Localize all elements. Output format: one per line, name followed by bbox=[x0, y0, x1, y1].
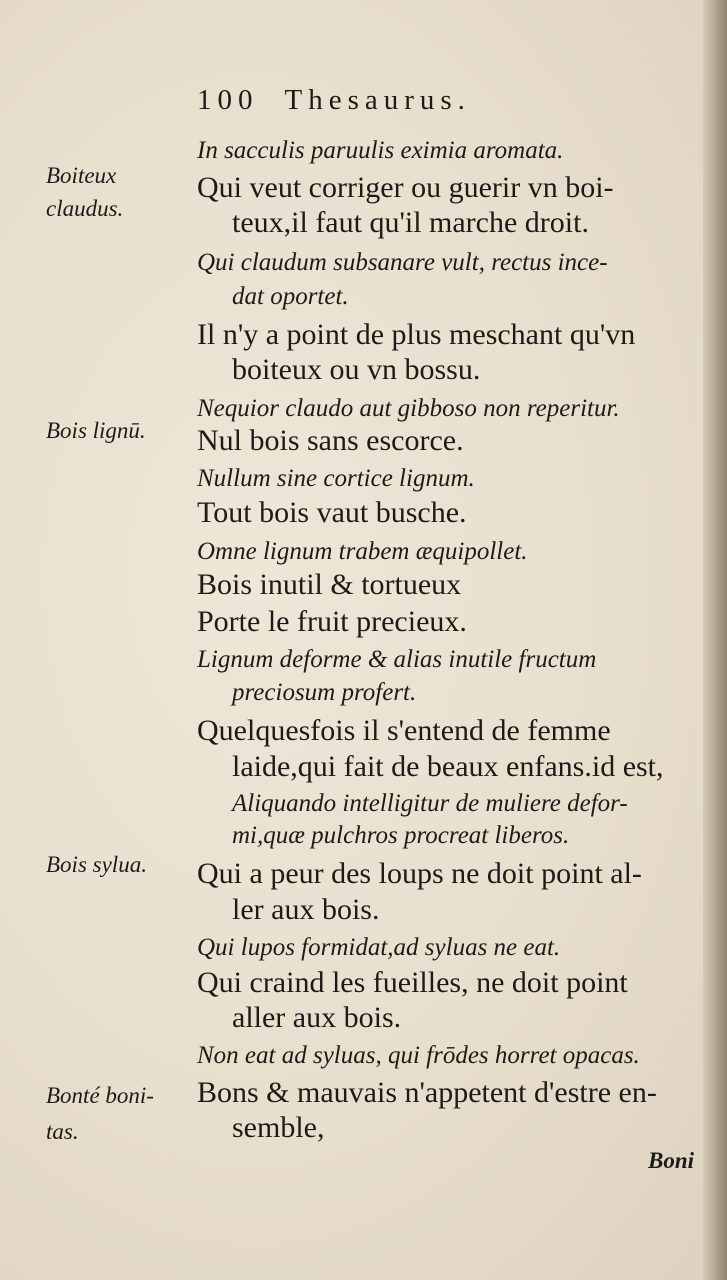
catchword: Boni bbox=[648, 1148, 695, 1173]
text-line: teux,il faut qu'il marche droit. bbox=[232, 206, 589, 239]
text-line: Nequior claudo aut gibboso non reperitur. bbox=[197, 395, 620, 422]
margin-note-boiteux: Boiteux bbox=[46, 163, 117, 188]
text-line: Quelquesfois il s'entend de femme bbox=[197, 714, 611, 747]
text-line: Bons & mauvais n'appetent d'estre en- bbox=[197, 1076, 657, 1109]
running-title: Thesaurus. bbox=[284, 84, 471, 116]
text-line: ler aux bois. bbox=[232, 893, 380, 926]
text-line: Qui a peur des loups ne doit point al- bbox=[197, 857, 642, 890]
text-line: boiteux ou vn bossu. bbox=[232, 353, 481, 386]
text-line: semble, bbox=[232, 1111, 325, 1144]
text-line: Lignum deforme & alias inutile fructum bbox=[197, 646, 597, 673]
text-line: laide,qui fait de beaux enfans.id est, bbox=[232, 750, 664, 783]
text-line: Nullum sine cortice lignum. bbox=[197, 465, 475, 492]
text-line: Tout bois vaut busche. bbox=[197, 496, 467, 529]
text-line: Aliquando intelligitur de muliere defor- bbox=[232, 790, 628, 817]
text-line: Qui veut corriger ou guerir vn boi- bbox=[197, 171, 614, 204]
text-line: Qui claudum subsanare vult, rectus ince- bbox=[197, 249, 608, 276]
text-line: Qui lupos formidat,ad syluas ne eat. bbox=[197, 934, 561, 961]
text-line: Qui craind les fueilles, ne doit point bbox=[197, 966, 628, 999]
text-line: Omne lignum trabem æquipollet. bbox=[197, 538, 528, 565]
text-line: dat oportet. bbox=[232, 283, 349, 310]
margin-note-claudus: claudus. bbox=[46, 196, 124, 221]
text-line: Porte le fruit precieux. bbox=[197, 605, 467, 638]
margin-note-bonte: Bonté boni- bbox=[46, 1083, 154, 1108]
text-line: mi,quæ pulchros procreat liberos. bbox=[232, 822, 570, 849]
text-line: Nul bois sans escorce. bbox=[197, 424, 464, 457]
running-header bbox=[197, 84, 471, 117]
text-line: Non eat ad syluas, qui frōdes horret opacas. bbox=[197, 1042, 640, 1069]
margin-note-bois-sylua: Bois sylua. bbox=[46, 852, 147, 877]
text-line: Il n'y a point de plus meschant qu'vn bbox=[197, 318, 636, 351]
page-gutter-shadow bbox=[703, 0, 727, 1280]
text-line: preciosum profert. bbox=[232, 679, 417, 706]
margin-note-bonitas: tas. bbox=[46, 1119, 79, 1144]
text-line: aller aux bois. bbox=[232, 1001, 402, 1034]
margin-note-bois-lignum: Bois lignū. bbox=[46, 418, 146, 443]
page-number: 100 bbox=[197, 84, 259, 116]
text-line: In sacculis paruulis eximia aromata. bbox=[197, 137, 564, 164]
text-line: Bois inutil & tortueux bbox=[197, 568, 462, 601]
